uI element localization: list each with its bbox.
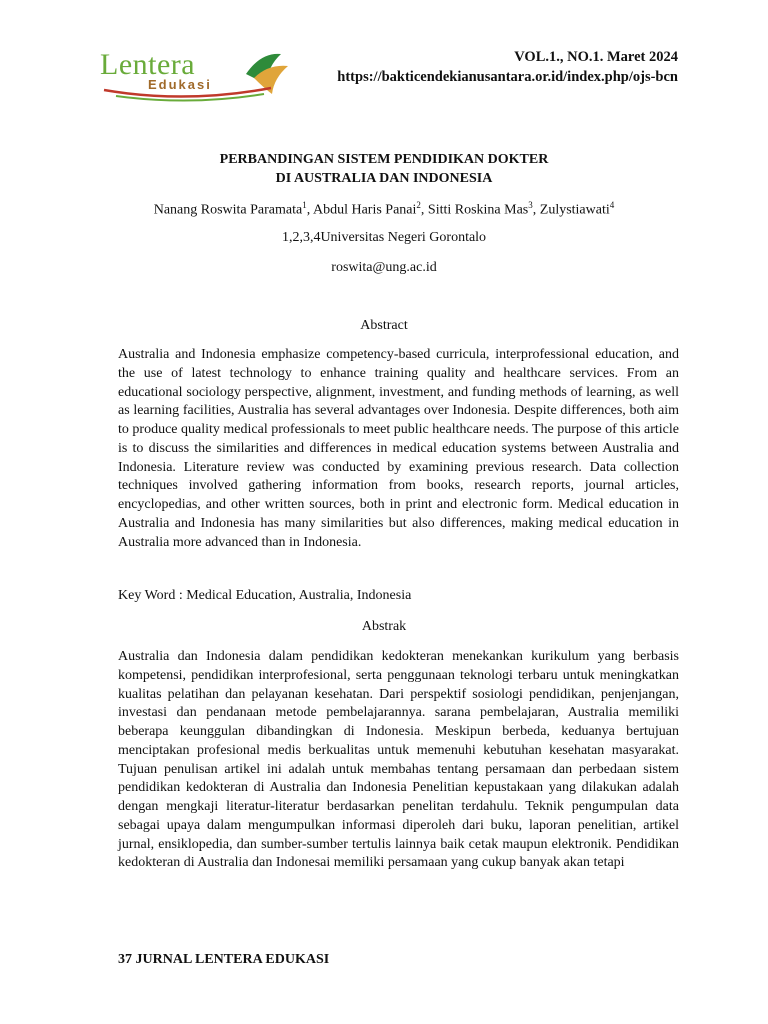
title-line-1: PERBANDINGAN SISTEM PENDIDIKAN DOKTER — [219, 152, 549, 167]
author-name: Sitti Roskina Mas — [427, 202, 529, 218]
journal-url[interactable]: https://bakticendekianusantara.or.id/index.php/ojs-bcn — [337, 69, 678, 85]
author-name: Nanang Roswita Paramata — [153, 202, 303, 218]
author-separator: , — [532, 202, 540, 218]
volume-info: VOL.1., NO.1. Maret 2024 — [514, 49, 678, 65]
author-email[interactable]: roswita@ung.ac.id — [331, 260, 437, 275]
author-separator: , — [306, 202, 313, 218]
author-sup: 4 — [609, 200, 615, 210]
article-title — [0, 150, 768, 188]
keywords: Key Word : Medical Education, Australia, Indonesia — [118, 588, 412, 603]
logo-word-edukasi: Edukasi — [148, 77, 212, 92]
author-sup: 3 — [528, 200, 533, 210]
author-sup: 1 — [302, 200, 307, 210]
author-separator: , — [420, 202, 428, 218]
abstrak-text: Australia dan Indonesia dalam pendidikan kedokteran menekankan kurikulum yang berbasis kompetensi, pendidikan interprofesional, serta penggunaan teknologi terbaru untuk meningkatkan kualitas pelatihan dan pelayanan kesehatan. Dari perspektif sosiologi pendidikan, penjenjangan, investasi dan pendanaan metode pembelajarannya. sarana pembelajaran, Australia memiliki beberapa keunggulan dibandingkan di Indonesia. Meskipun berbeda, keduanya bertujuan menciptakan profesional medis berkualitas untuk memenuhi kebutuhan kesehatan masyarakat. Tujuan penulisan artikel ini adalah untuk membahas tentang persamaan dan perbedaan sistem pendidikan kedokteran di Australia dan Indonesia Penelitian kepustakaan yang dilakukan adalah dengan mengkaji literatur-literatur berdasarkan penelitan terdahulu. Teknik pengumpulan data sebagai upaya dalam mengumpulkan informasi diperoleh dari buku, laporan penelitian, artikel jurnal, ensiklopedia, dan sumber-sumber tertulis lainnya baik cetak maupun elektronik. Pendidikan kedokteran di Australia dan Indonesai memiliki persamaan yang cukup banyak akan tetapi — [118, 649, 679, 871]
author-name: Abdul Haris Panai — [312, 202, 417, 218]
author-sup: 2 — [416, 200, 421, 210]
logo-word-lentera: Lentera — [100, 48, 196, 81]
journal-logo — [96, 44, 296, 104]
author-list — [0, 200, 768, 219]
abstrak-heading: Abstrak — [361, 619, 407, 634]
abstract-heading: Abstract — [360, 318, 408, 333]
affiliation: 1,2,3,4Universitas Negeri Gorontalo — [281, 230, 487, 245]
author-name: Zulystiawati — [539, 202, 610, 218]
journal-header — [337, 47, 678, 87]
abstract-text: Australia and Indonesia emphasize competency-based curricula, interprofessional education, and the use of latest technology to enhance training quality and healthcare services. From an educational sociology perspective, alignment, investment, and funding methods of learning, as well as learning facilities, Australia has several advantages over Indonesia. Despite differences, both aim to produce quality medical professionals to meet public healthcare needs. The purpose of this article is to discuss the similarities and differences in medical education systems between Australia and Indonesia. Literature review was conducted by examining previous research. Data collection techniques involved gathering information from books, research reports, journal articles, encyclopedias, and other written sources, both in print and electronic form. Medical education in Australia and Indonesia has many similarities but also differences, making medical education in Australia more advanced than in Indonesia. — [118, 347, 679, 550]
title-line-2: DI AUSTRALIA DAN INDONESIA — [275, 171, 493, 186]
page-footer: 37 JURNAL LENTERA EDUKASI — [118, 952, 330, 967]
